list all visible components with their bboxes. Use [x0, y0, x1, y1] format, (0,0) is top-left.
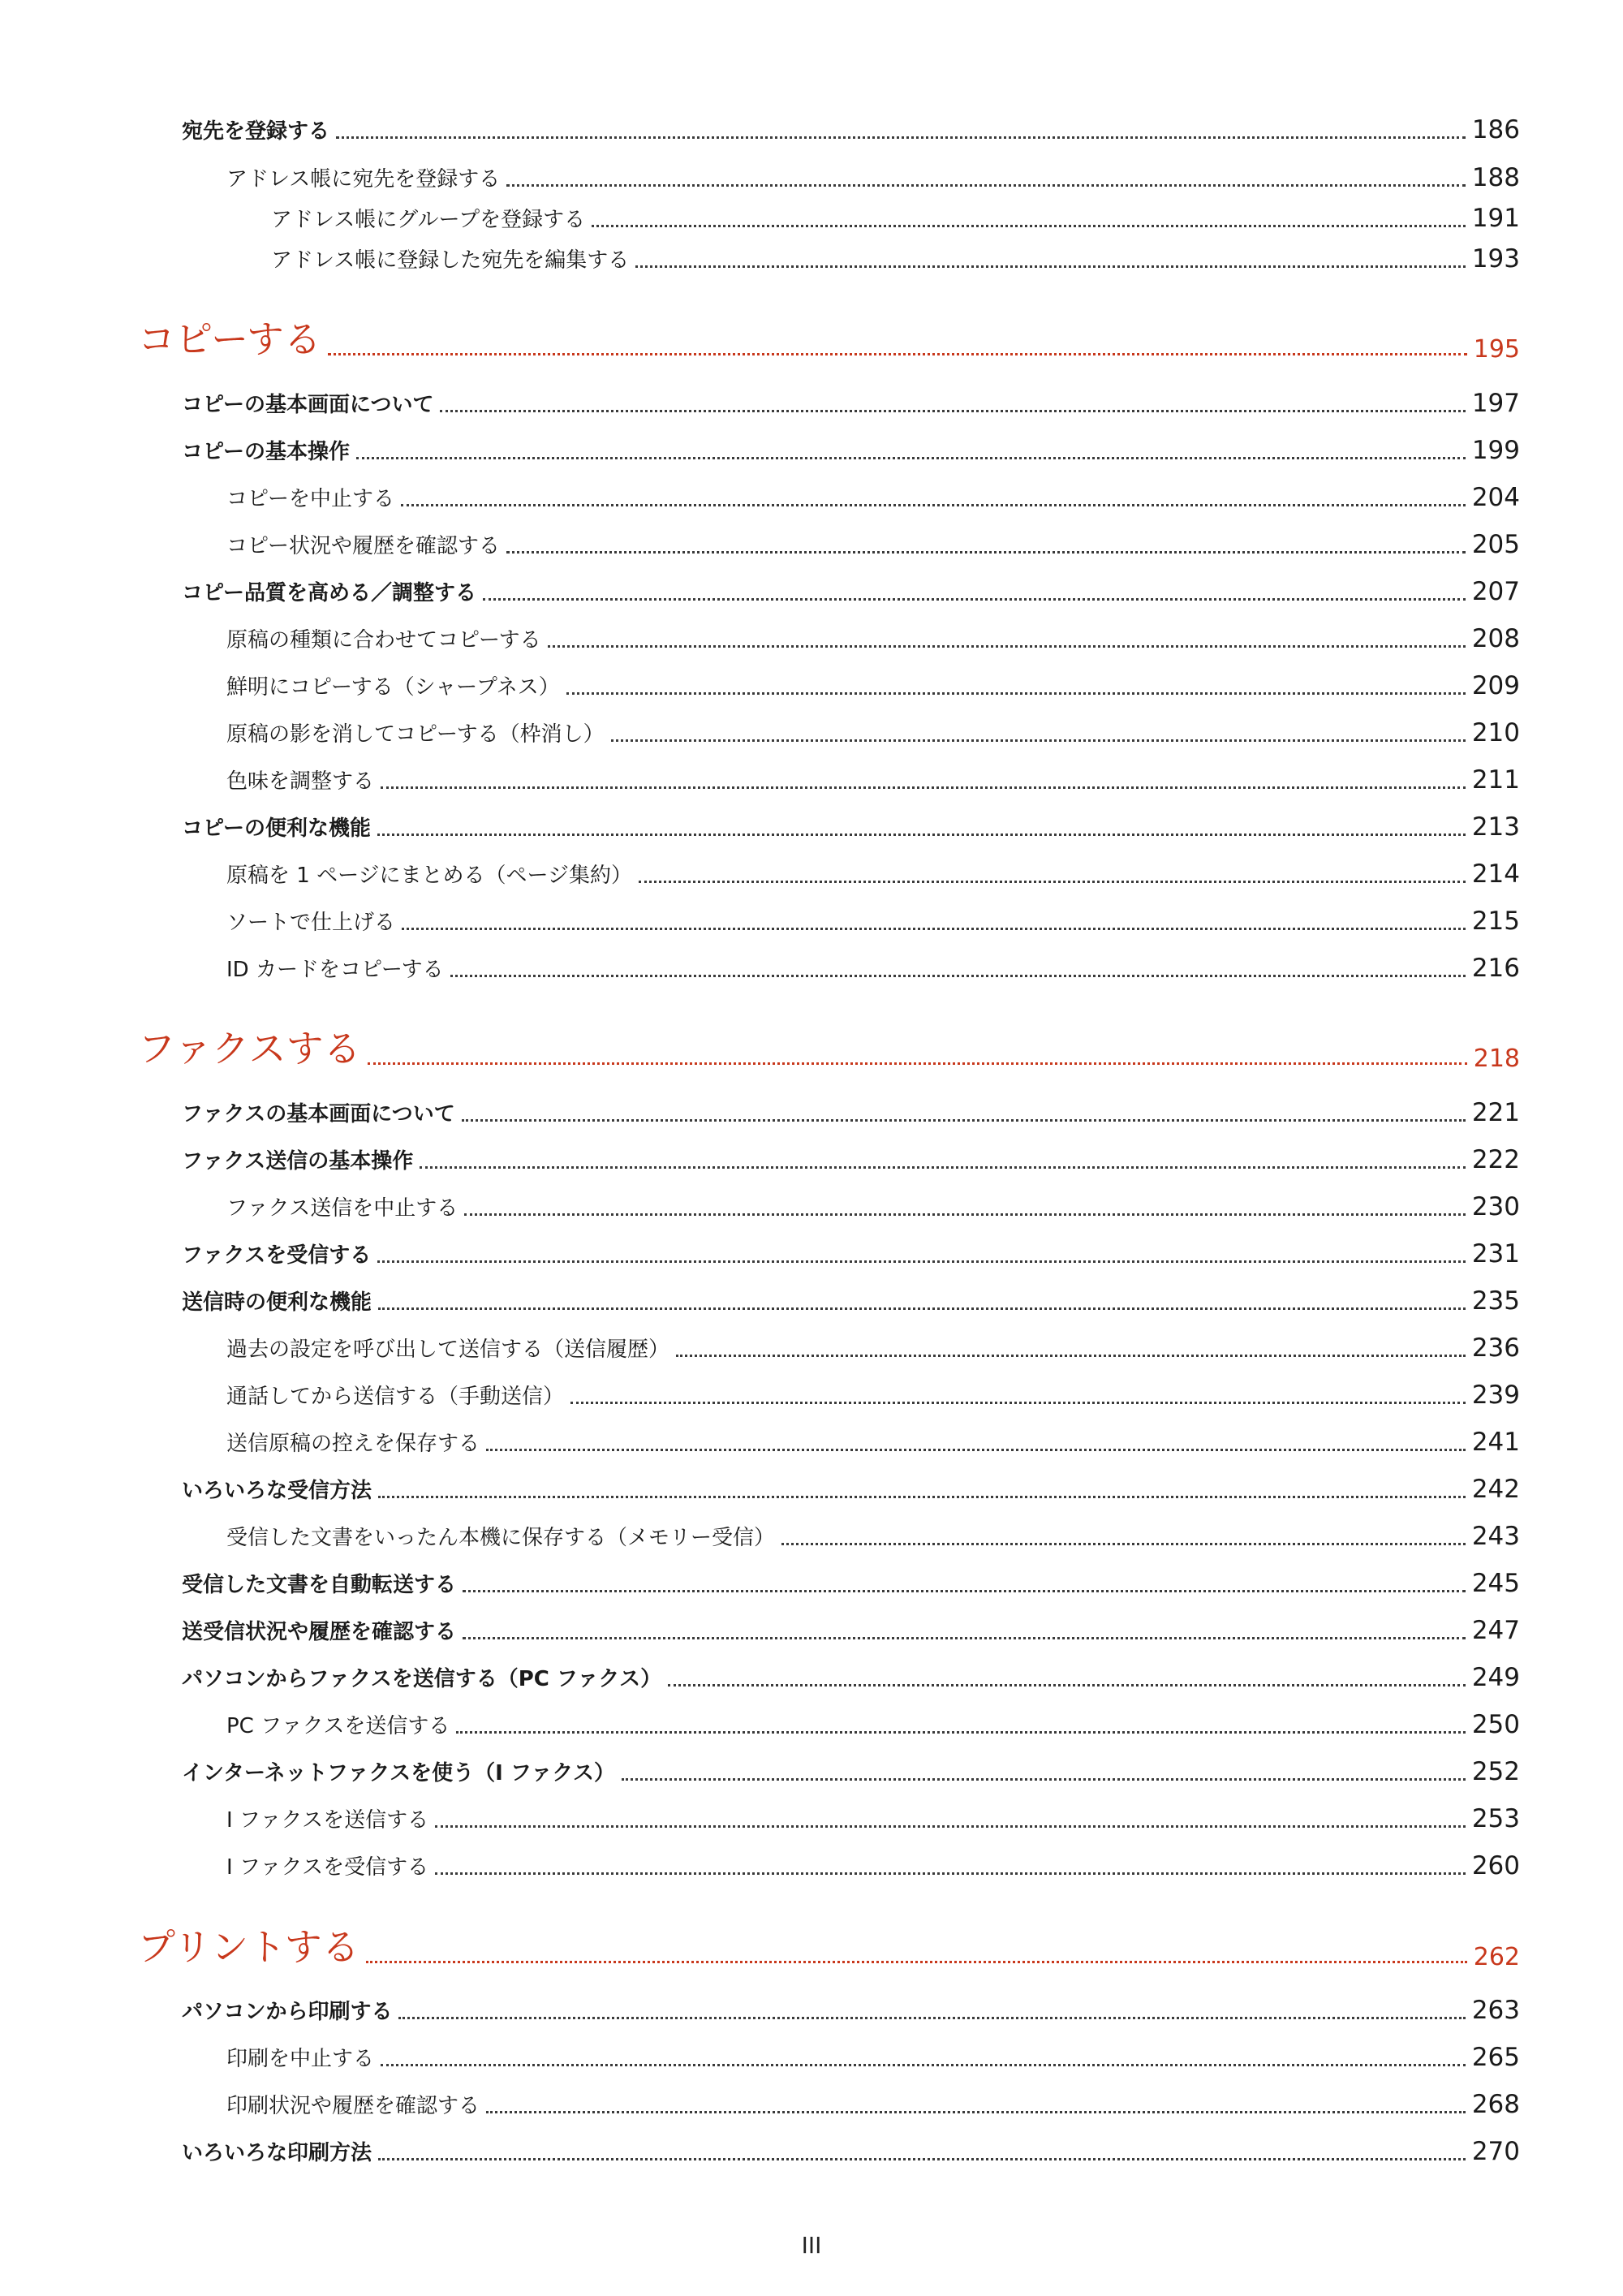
toc-entry-page: 188	[1471, 163, 1520, 192]
toc-entry-title: 受信した文書をいったん本機に保存する（メモリー受信）	[226, 1526, 776, 1550]
toc-entry-page: 235	[1471, 1286, 1520, 1316]
page-number: III	[801, 2232, 822, 2259]
toc-entry-title: ソートで仕上げる	[226, 911, 396, 935]
toc-entry[interactable]	[226, 952, 1520, 983]
toc-entry-page: 245	[1471, 1569, 1520, 1598]
toc-entry[interactable]	[182, 1238, 1520, 1269]
toc-entry-title: いろいろな印刷方法	[182, 2141, 372, 2165]
toc-entry-page: 268	[1471, 2090, 1520, 2119]
toc-entry-page: 241	[1471, 1428, 1520, 1457]
toc-entry-page: 231	[1471, 1239, 1520, 1269]
toc-entry-page: 260	[1471, 1851, 1520, 1880]
toc-entry-page: 186	[1471, 115, 1520, 144]
toc-entry-title: コピーする	[138, 317, 321, 361]
toc-entry-page: 193	[1471, 244, 1520, 274]
dot-leader	[435, 1872, 1466, 1875]
dot-leader	[450, 975, 1466, 977]
toc-entry-page: 263	[1471, 1996, 1520, 2025]
dot-leader	[483, 598, 1466, 601]
toc-entry[interactable]	[226, 764, 1520, 795]
toc-entry[interactable]	[182, 1661, 1520, 1692]
toc-entry[interactable]	[226, 1803, 1520, 1833]
toc-entry-page: 213	[1471, 812, 1520, 842]
dot-leader	[456, 1731, 1466, 1734]
toc-entry[interactable]	[226, 528, 1520, 559]
toc-entry-page: 214	[1471, 859, 1520, 889]
toc-entry-page: 216	[1471, 954, 1520, 983]
dot-leader	[668, 1684, 1466, 1686]
toc-entry[interactable]	[182, 1614, 1520, 1645]
toc-entry-title: ファクス送信の基本操作	[182, 1149, 414, 1174]
toc-entry[interactable]	[226, 1850, 1520, 1880]
dot-leader	[336, 136, 1466, 139]
toc-entry-title: コピーの基本画面について	[182, 393, 434, 417]
toc-entry-page: 211	[1471, 765, 1520, 795]
toc-entry-title: コピーを中止する	[226, 487, 394, 511]
dot-leader	[462, 1119, 1466, 1122]
toc-entry-page: 215	[1471, 907, 1520, 936]
toc-entry[interactable]	[182, 1567, 1520, 1598]
dot-leader	[377, 834, 1466, 836]
toc-entry-title: ファクス送信を中止する	[226, 1196, 458, 1221]
toc-entry-page: 209	[1471, 671, 1520, 700]
toc-entry-title: ID カードをコピーする	[226, 958, 444, 982]
dot-leader	[486, 2111, 1466, 2113]
dot-leader	[611, 739, 1466, 742]
toc-entry-title: アドレス帳に宛先を登録する	[226, 167, 501, 192]
toc-entry[interactable]	[226, 2088, 1520, 2119]
toc-entry-page: 197	[1471, 389, 1520, 418]
dot-leader	[506, 551, 1466, 554]
toc-entry-page: 247	[1471, 1616, 1520, 1645]
toc-entry[interactable]	[182, 1473, 1520, 1504]
toc-entry[interactable]	[226, 162, 1520, 192]
dot-leader	[639, 881, 1466, 883]
toc-chapter[interactable]	[138, 1921, 1520, 1971]
toc-entry-title: 受信した文書を自動転送する	[182, 1573, 457, 1597]
dot-leader	[398, 2017, 1465, 2019]
toc-entry-title: ファクスを受信する	[182, 1243, 372, 1268]
toc-entry[interactable]	[226, 481, 1520, 512]
toc-entry[interactable]	[226, 1191, 1520, 1221]
dot-leader	[566, 692, 1466, 695]
dot-leader	[592, 225, 1466, 227]
toc-entry-title: 送信時の便利な機能	[182, 1290, 372, 1315]
toc-entry-page: 252	[1471, 1757, 1520, 1786]
toc-entry-page: 218	[1473, 1045, 1520, 1073]
dot-leader	[378, 1496, 1466, 1498]
toc-entry-title: コピー状況や履歴を確認する	[226, 534, 500, 558]
toc-entry-page: 210	[1471, 718, 1520, 747]
toc-entry-title: コピー品質を高める／調整する	[182, 581, 476, 605]
toc-entry-title: PC ファクスを送信する	[226, 1714, 450, 1738]
dot-leader	[506, 184, 1466, 187]
toc-entry[interactable]	[182, 1285, 1520, 1316]
dot-leader	[401, 504, 1466, 506]
toc-entry[interactable]	[226, 670, 1520, 700]
toc-entry[interactable]	[226, 622, 1520, 653]
toc-chapter[interactable]	[138, 313, 1520, 364]
toc-entry[interactable]	[182, 114, 1520, 144]
toc-entry-page: 262	[1473, 1943, 1520, 1971]
toc-entry-page: 236	[1471, 1333, 1520, 1363]
toc-entry-page: 208	[1471, 624, 1520, 653]
dot-leader	[328, 353, 1467, 355]
toc-entry[interactable]	[226, 1332, 1520, 1363]
toc-entry-page: 195	[1473, 335, 1520, 364]
toc-entry-title: インターネットファクスを使う（I ファクス）	[182, 1761, 616, 1786]
toc-entry-page: 199	[1471, 436, 1520, 465]
toc-entry-page: 207	[1471, 577, 1520, 606]
dot-leader	[781, 1543, 1466, 1545]
dot-leader	[548, 645, 1466, 648]
dot-leader	[463, 1637, 1466, 1639]
toc-entry[interactable]	[271, 202, 1520, 233]
dot-leader	[378, 1307, 1466, 1310]
dot-leader	[368, 1062, 1467, 1065]
toc-entry[interactable]	[182, 1994, 1520, 2025]
toc-entry-page: 222	[1471, 1145, 1520, 1174]
dot-leader	[420, 1166, 1466, 1169]
dot-leader	[676, 1355, 1466, 1357]
toc-entry-page: 221	[1471, 1098, 1520, 1127]
dot-leader	[440, 410, 1465, 412]
toc-entry[interactable]	[182, 1144, 1520, 1174]
dot-leader	[378, 2158, 1466, 2160]
toc-entry-title: 印刷を中止する	[226, 2047, 375, 2071]
toc-entry-title: 過去の設定を呼び出して送信する（送信履歴）	[226, 1338, 670, 1362]
toc-chapter[interactable]	[138, 1023, 1520, 1073]
dot-leader	[381, 786, 1466, 789]
toc-entry-title: 色味を調整する	[226, 769, 375, 794]
toc-entry[interactable]	[226, 1379, 1520, 1410]
toc-entry-page: 239	[1471, 1381, 1520, 1410]
toc-entry-title: アドレス帳にグループを登録する	[271, 208, 586, 232]
toc-entry[interactable]	[182, 575, 1520, 606]
toc-entry-page: 230	[1471, 1192, 1520, 1221]
toc-entry-title: 原稿を 1 ページにまとめる（ページ集約）	[226, 864, 633, 888]
toc-entry[interactable]	[182, 1096, 1520, 1127]
toc-entry-title: コピーの基本操作	[182, 440, 350, 464]
dot-leader	[435, 1825, 1466, 1828]
toc-entry-title: 原稿の種類に合わせてコピーする	[226, 628, 541, 653]
toc-entry[interactable]	[182, 434, 1520, 465]
toc-entry-page: 204	[1471, 483, 1520, 512]
dot-leader	[463, 1590, 1466, 1592]
dot-leader	[356, 457, 1466, 459]
toc-entry[interactable]	[226, 717, 1520, 747]
dot-leader	[366, 1961, 1467, 1963]
toc-entry[interactable]	[226, 905, 1520, 936]
toc-entry-title: ファクスの基本画面について	[182, 1102, 455, 1126]
toc-entry[interactable]	[226, 1520, 1520, 1551]
toc-entry-page: 265	[1471, 2043, 1520, 2072]
toc-entry[interactable]	[226, 858, 1520, 889]
toc-entry-page: 205	[1471, 530, 1520, 559]
toc-entry-title: 宛先を登録する	[182, 119, 330, 144]
toc-entry-title: 原稿の影を消してコピーする（枠消し）	[226, 722, 605, 747]
dot-leader	[381, 2064, 1466, 2066]
toc-entry-title: I ファクスを受信する	[226, 1855, 429, 1880]
toc-entry-title: 鮮明にコピーする（シャープネス）	[226, 675, 560, 700]
toc-entry[interactable]	[182, 387, 1520, 418]
toc-entry-title: いろいろな受信方法	[182, 1479, 372, 1503]
toc-entry-page: 270	[1471, 2137, 1520, 2166]
toc-entry[interactable]	[182, 2135, 1520, 2166]
toc-entry-title: 印刷状況や履歴を確認する	[226, 2094, 480, 2118]
toc-entry-title: 通話してから送信する（手動送信）	[226, 1385, 565, 1409]
toc-entry[interactable]	[226, 1426, 1520, 1457]
dot-leader	[635, 265, 1466, 268]
toc-entry-page: 191	[1471, 204, 1520, 233]
toc-entry-title: アドレス帳に登録した宛先を編集する	[271, 248, 630, 273]
dot-leader	[622, 1778, 1466, 1781]
toc-entry[interactable]	[226, 1708, 1520, 1739]
toc-entry-title: パソコンから印刷する	[182, 2000, 393, 2024]
toc-entry-title: 送信原稿の控えを保存する	[226, 1432, 480, 1456]
toc-entry[interactable]	[182, 811, 1520, 842]
toc-entry-title: パソコンからファクスを送信する（PC ファクス）	[182, 1667, 662, 1691]
toc-entry[interactable]	[226, 2041, 1520, 2072]
toc-entry-title: プリントする	[138, 1925, 359, 1969]
toc-entry-page: 242	[1471, 1475, 1520, 1504]
toc-entry-page: 249	[1471, 1663, 1520, 1692]
dot-leader	[402, 928, 1466, 930]
dot-leader	[377, 1260, 1466, 1263]
toc-entry-page: 243	[1471, 1522, 1520, 1551]
dot-leader	[570, 1402, 1466, 1404]
toc-entry[interactable]	[182, 1755, 1520, 1786]
toc-entry-title: 送受信状況や履歴を確認する	[182, 1620, 457, 1644]
toc-entry-title: ファクスする	[138, 1027, 361, 1070]
dot-leader	[464, 1213, 1466, 1216]
toc-entry-page: 253	[1471, 1804, 1520, 1833]
toc-entry[interactable]	[271, 243, 1520, 274]
toc-entry-title: コピーの便利な機能	[182, 816, 371, 841]
toc-entry-page: 250	[1471, 1710, 1520, 1739]
dot-leader	[486, 1449, 1466, 1451]
toc-entry-title: I ファクスを送信する	[226, 1808, 429, 1833]
